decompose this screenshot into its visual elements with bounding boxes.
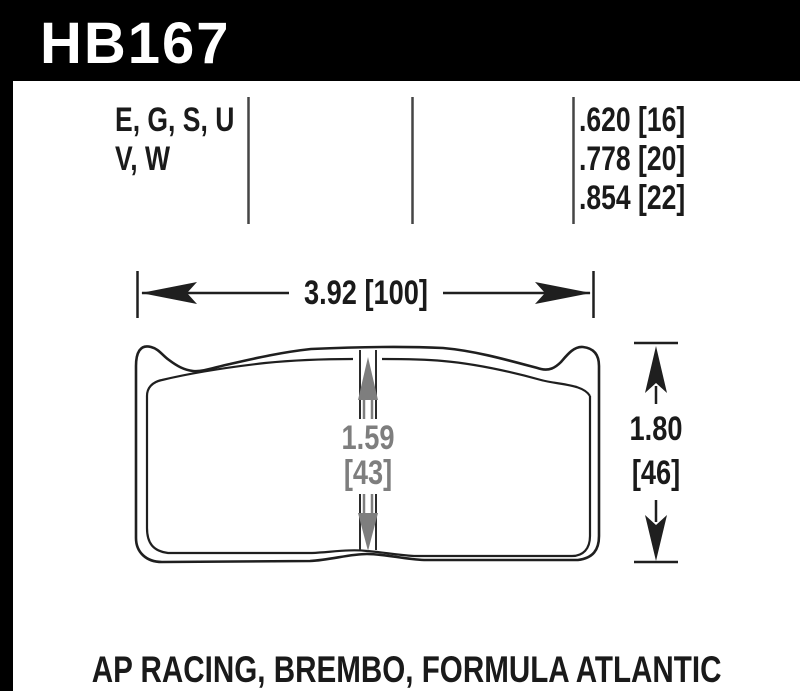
applications-text: AP RACING, BREMBO, FORMULA ATLANTIC (91, 649, 722, 690)
height-dimension (634, 343, 678, 562)
pad-thickness-row: .620 [16] (579, 101, 686, 139)
compound-codes-line2: V, W (115, 140, 171, 178)
compound-codes (115, 101, 234, 179)
height-arrow-up-icon (645, 346, 667, 393)
height-dimension-inches: 1.80 (629, 410, 683, 448)
pad-thickness-row: .854 [22] (579, 179, 686, 217)
center-dimension-mm: [43] (343, 454, 393, 492)
spec-table-separators (249, 97, 574, 224)
height-dimension-mm: [46] (631, 454, 681, 492)
width-dimension-label: 3.92 [100] (304, 274, 428, 312)
compound-codes-line1: E, G, S, U (115, 101, 235, 139)
center-dimension-inches: 1.59 (341, 419, 395, 457)
part-number: HB167 (40, 11, 231, 76)
pad-thickness-list (579, 101, 685, 218)
pad-thickness-row: .778 [20] (579, 140, 686, 178)
